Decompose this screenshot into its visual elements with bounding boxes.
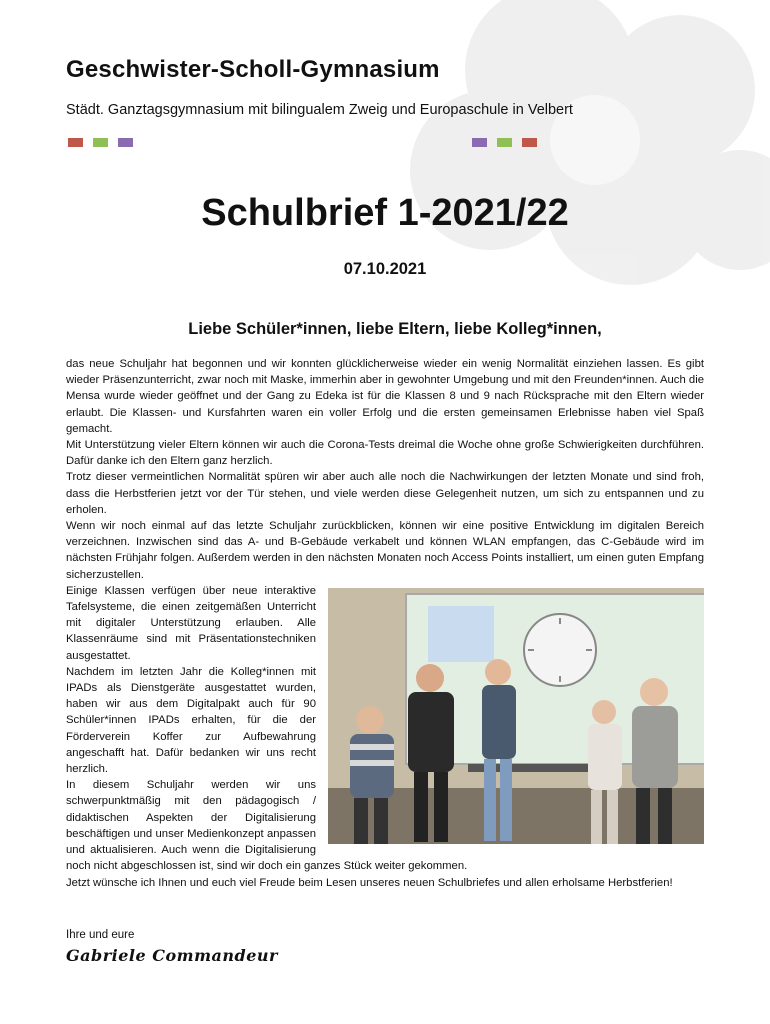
classroom-photo: [328, 588, 704, 844]
color-squares-right: [472, 138, 537, 147]
closing-text: Ihre und eure: [66, 929, 135, 941]
color-square: [497, 138, 512, 147]
color-square: [93, 138, 108, 147]
signature: Gabriele Commandeur: [66, 946, 278, 965]
color-square: [522, 138, 537, 147]
classroom-photo-illustration: [328, 588, 704, 844]
color-square: [118, 138, 133, 147]
paragraph: In diesem Schuljahr werden wir uns schwerpunktmäßig mit den pädagogisch / didaktischen Aspekten der Digitalisierung beschäftigen und unser Medienkonzept anpassen und aktualisieren. Auch wenn die Digitalisierung noch nicht abgeschlossen ist, sind wir doch ein ganzes Stück weiter gekommen.: [66, 779, 468, 873]
paragraph: Jetzt wünsche ich Ihnen und euch viel Freude beim Lesen unseres neuen Schulbriefes und allen erholsame Herbstferien!: [66, 876, 673, 889]
school-subtitle: Städt. Ganztagsgymnasium mit bilingualem Zweig und Europaschule in Velbert: [66, 102, 573, 118]
document-date: 07.10.2021: [343, 260, 427, 278]
salutation: Liebe Schüler*innen, liebe Eltern, liebe Kolleg*innen,: [188, 320, 602, 338]
school-name: Geschwister-Scholl-Gymnasium: [66, 56, 440, 83]
paragraph: Nachdem im letzten Jahr die Kolleg*innen mit IPADs als Dienstgeräte ausgestattet wurden, haben wir aus dem Digitalpakt auch für 90 Schüler*innen IPADs erhalten, für die der Förderverein Koffer zur Aufbewahrung angeschafft hat. Dafür bedanken wir uns recht herzlich.: [66, 665, 316, 776]
paragraph: Wenn wir noch einmal auf das letzte Schuljahr zurückblicken, können wir eine positive Entwicklung im digitalen Bereich verzeichnen. Inzwischen sind das A- und B-Gebäude verkabelt und können WLAN empfangen, das C-Gebäude wird im nächsten Frühjahr folgen. Außerdem werden in den nächsten Monaten noch Access Points installiert, um einen guten Empfang sicherzustellen.: [66, 520, 704, 581]
color-square: [472, 138, 487, 147]
color-squares-left: [68, 138, 133, 147]
paragraph: Mit Unterstützung vieler Eltern können wir auch die Corona-Tests dreimal die Woche ohne große Schwierigkeiten durchführen. Dafür danke ich den Eltern ganz herzlich.: [66, 439, 704, 468]
document-title: Schulbrief 1-2021/22: [201, 192, 569, 234]
color-square: [68, 138, 83, 147]
flower-watermark: [380, 0, 770, 300]
letter-body: [66, 356, 704, 891]
paragraph: Trotz dieser vermeintlichen Normalität spüren wir aber auch alle noch die Nachwirkungen der letzten Monate und sind froh, dass die Herbstferien jetzt vor der Tür stehen, und viele werden diese Gelegenheit nutzen, um sich zu entspannen und zu erholen.: [66, 471, 704, 516]
paragraph: Einige Klassen verfügen über neue interaktive Tafelsysteme, die einen zeitgemäßen Unterricht mit digitaler Unterstützung erlauben. Alle Klassenräume sind mit Präsentationstechniken ausgestattet.: [66, 584, 316, 662]
paragraph: das neue Schuljahr hat begonnen und wir konnten glücklicherweise wieder ein wenig Normalität einziehen lassen. Es gibt wieder Präsenzunterricht, zwar noch mit Maske, immerhin aber in gewohnter Umgebung und mit den Freunden*innen. Auch die Mensa wurde wieder geöffnet und der Gang zu Edeka ist für die Klassen 8 und 9 nach Rücksprache mit den Eltern wieder erlaubt. Die Klassen- und Kursfahrten waren ein voller Erfolg und die ersten gemeinsamen Erlebnisse haben viel Spaß gemacht.: [66, 358, 704, 435]
